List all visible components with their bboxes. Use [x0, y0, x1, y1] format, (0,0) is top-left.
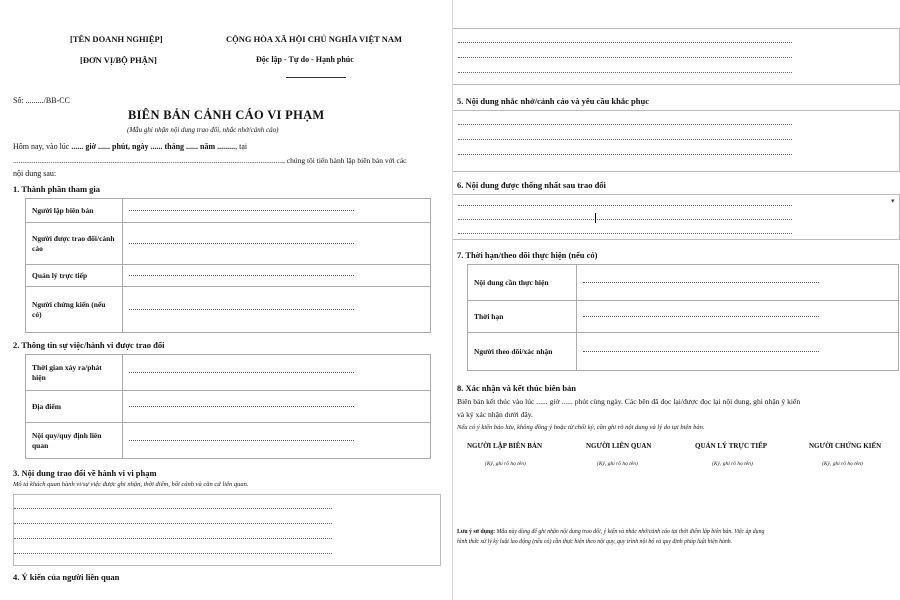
- table-row: [26, 391, 431, 423]
- right-column: [452, 0, 900, 600]
- section-6-textbox[interactable]: [453, 194, 900, 240]
- intro-line-3: nội dung sau:: [13, 169, 57, 178]
- section-5-textbox[interactable]: [453, 110, 900, 172]
- intro-line-1: [13, 142, 247, 151]
- row-value-field[interactable]: [123, 355, 431, 391]
- text-caret: [595, 213, 596, 223]
- table-row: [26, 355, 431, 391]
- dotted-line: [14, 538, 332, 539]
- row-value-field[interactable]: [123, 223, 431, 265]
- table-row: [468, 301, 899, 333]
- closing-line-2: và ký xác nhận dưới đây.: [457, 410, 533, 419]
- usage-note: [457, 528, 900, 547]
- table-row: [26, 287, 431, 333]
- row-label: Người theo dõi/xác nhận: [468, 333, 577, 371]
- closing-note: Nếu có ý kiến bảo lưu, không đồng ý hoặc từ chối ký, cần ghi rõ nội dung và lý do tại biên bản.: [457, 424, 705, 431]
- row-label: Người được trao đổi/cảnh cáo: [26, 223, 123, 265]
- section-4-heading: 4. Ý kiến của người liên quan: [13, 572, 120, 582]
- dotted-line: [458, 72, 792, 73]
- row-label: Nội dung cần thực hiện: [468, 265, 577, 301]
- row-value-field[interactable]: [123, 391, 431, 423]
- signature-hint: (Ký, ghi rõ họ tên): [597, 461, 638, 467]
- dotted-line: [458, 42, 792, 43]
- intro-datetime[interactable]: ...... giờ ...... phút, ngày ...... tháng ...... năm .........: [71, 142, 236, 151]
- page-subtitle: (Mẫu ghi nhận nội dung trao đổi, nhắc nhở/cảnh cáo): [127, 126, 279, 134]
- motto: Độc lập - Tự do - Hạnh phúc: [256, 55, 354, 64]
- section-3-textbox[interactable]: [13, 494, 441, 566]
- nation-name: CỘNG HÒA XÃ HỘI CHỦ NGHĨA VIỆT NAM: [226, 34, 403, 44]
- row-value-field[interactable]: [577, 265, 899, 301]
- section-3-heading: 3. Nội dung trao đổi về hành vi vi phạm: [13, 468, 157, 478]
- incident-table: [25, 354, 431, 459]
- table-row: [26, 423, 431, 459]
- row-label: Nội quy/quy định liên quan: [26, 423, 123, 459]
- table-row: [468, 333, 899, 371]
- page-title: BIÊN BẢN CẢNH CÁO VI PHẠM: [128, 108, 325, 122]
- dotted-line: [458, 139, 792, 140]
- dropdown-arrow-icon[interactable]: ▾: [891, 197, 895, 205]
- signature-role-creator: NGƯỜI LẬP BIÊN BẢN: [467, 442, 543, 450]
- section-8-heading: 8. Xác nhận và kết thúc biên bản: [457, 383, 577, 393]
- intro-text: Hôm nay, vào lúc: [13, 142, 72, 151]
- dotted-line: [14, 553, 332, 554]
- section-2-heading: 2. Thông tin sự việc/hành vi được trao đổi: [13, 340, 165, 350]
- usage-note-text: hình thức xử lý kỷ luật lao động (nếu có) cần thực hiện theo nội quy, quy trình nội bộ và quy định pháp luật hiện hành.: [457, 538, 733, 545]
- row-value-field[interactable]: [123, 287, 431, 333]
- row-value-field[interactable]: [577, 301, 899, 333]
- row-label: Người lập biên bản: [26, 199, 123, 223]
- row-value-field[interactable]: [577, 333, 899, 371]
- table-row: [26, 265, 431, 287]
- document-number: Số: ........./BB-CC: [13, 96, 70, 105]
- dotted-line: [458, 124, 792, 125]
- row-label: Thời gian xảy ra/phát hiện: [26, 355, 123, 391]
- signature-hint: (Ký, ghi rõ họ tên): [822, 461, 863, 467]
- row-label: Thời hạn: [468, 301, 577, 333]
- dotted-line: [14, 508, 332, 509]
- section-5-heading: 5. Nội dung nhắc nhở/cảnh cáo và yêu cầu khắc phục: [457, 96, 649, 106]
- section-7-heading: 7. Thời hạn/theo dõi thực hiện (nếu có): [457, 250, 598, 260]
- dotted-line: [458, 219, 792, 220]
- signature-role-manager: QUẢN LÝ TRỰC TIẾP: [695, 442, 768, 450]
- followup-table: [467, 264, 899, 371]
- table-row: [26, 199, 431, 223]
- dotted-line: [458, 154, 792, 155]
- left-column: [0, 0, 440, 600]
- dotted-line: [458, 205, 792, 206]
- row-value-field[interactable]: [123, 199, 431, 223]
- row-label: Người chứng kiến (nếu có): [26, 287, 123, 333]
- row-label: Quản lý trực tiếp: [26, 265, 123, 287]
- usage-note-label: Lưu ý sử dụng:: [457, 529, 496, 535]
- dotted-line: [458, 233, 792, 234]
- section-3-note: Mô tả khách quan hành vi/sự việc được ghi nhận, thời điểm, bối cảnh và căn cứ liên quan.: [13, 481, 249, 488]
- dotted-line: [458, 57, 792, 58]
- signature-hint: (Ký, ghi rõ họ tên): [485, 461, 526, 467]
- department-name: [ĐƠN VỊ/BỘ PHẬN]: [80, 55, 157, 65]
- row-label: Địa điểm: [26, 391, 123, 423]
- signature-role-involved: NGƯỜI LIÊN QUAN: [586, 442, 652, 450]
- section-4-textbox[interactable]: [453, 28, 900, 85]
- signature-role-witness: NGƯỜI CHỨNG KIẾN: [809, 442, 882, 450]
- motto-rule: [286, 77, 346, 78]
- intro-line-2[interactable]: ................................................................................................................................................, chúng tôi tiến hành lập biên bản với các: [13, 156, 407, 165]
- row-value-field[interactable]: [123, 265, 431, 287]
- section-6-heading: 6. Nội dung được thống nhất sau trao đổi: [457, 180, 606, 190]
- table-row: [468, 265, 899, 301]
- intro-place: , tại: [235, 142, 248, 151]
- row-value-field[interactable]: [123, 423, 431, 459]
- usage-note-text: Mẫu này dùng để ghi nhận nội dung trao đổi, ý kiến và nhắc nhở/cảnh cáo tại thời điểm lập biên bản. Việc áp dụng: [495, 529, 765, 535]
- table-row: [26, 223, 431, 265]
- signature-hint: (Ký, ghi rõ họ tên): [712, 461, 753, 467]
- closing-line-1: Biên bản kết thúc vào lúc ...... giờ ...... phút cùng ngày. Các bên đã đọc lại/được đọc lại nội dung, ghi nhận ý kiến: [457, 397, 801, 406]
- company-name: [TÊN DOANH NGHIỆP]: [70, 34, 163, 44]
- participants-table: [25, 198, 431, 333]
- section-1-heading: 1. Thành phần tham gia: [13, 184, 101, 194]
- dotted-line: [14, 523, 332, 524]
